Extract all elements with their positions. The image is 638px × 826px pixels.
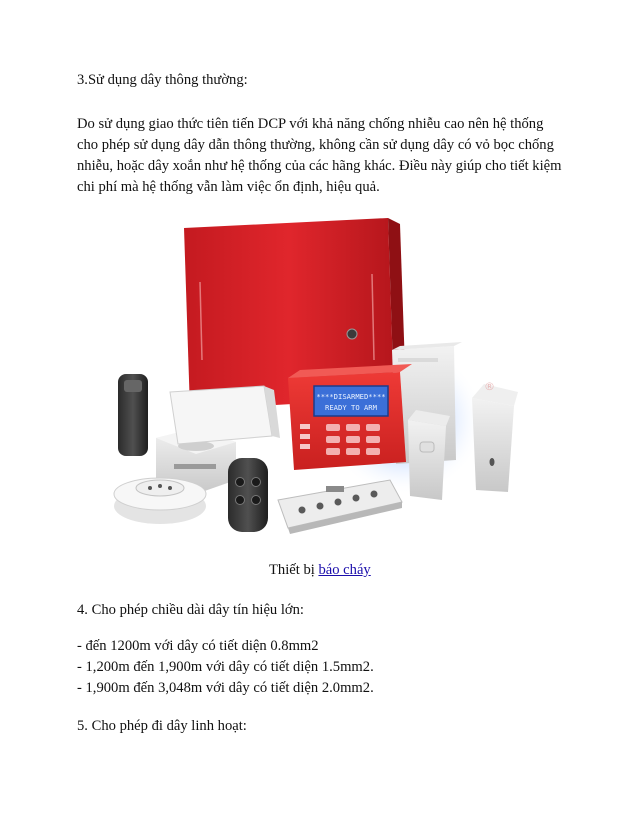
section3-line-1: Do sử dụng giao thức tiên tiến DCP với khả năng chống nhiễu cao nên hệ thống	[77, 116, 544, 132]
section3-line-2: cho phép sử dụng dây dẫn thông thường, không cần sử dụng dây có vỏ bọc chống	[77, 137, 554, 153]
lock-icon	[347, 329, 357, 339]
smoke-detector	[114, 478, 206, 524]
section3-line-4: chi phí mà hệ thống vẫn làm việc ổn định, hiệu quả.	[77, 179, 380, 195]
figure-caption	[269, 560, 371, 580]
section4-item-3: - 1,900m đến 3,048m với dây có tiết diện 2.0mm2.	[77, 680, 374, 696]
keypad-lcd-line2: READY TO ARM	[325, 403, 377, 412]
fire-alarm-devices-photo	[104, 210, 536, 542]
key-fob	[228, 458, 268, 532]
keypad-lcd-line1: ****DISARMED****	[316, 392, 386, 401]
registered-mark: ®	[484, 380, 495, 393]
fire-alarm-link[interactable]: báo cháy	[318, 562, 371, 578]
card-reader	[118, 374, 148, 456]
section4-item-1: - đến 1200m với dây có tiết diện 0.8mm2	[77, 638, 319, 654]
signal-module	[278, 480, 402, 534]
white-module	[170, 386, 280, 444]
section5-heading: 5. Cho phép đi dây linh hoạt:	[77, 718, 247, 734]
caption-prefix: Thiết bị	[269, 562, 319, 578]
section3-heading: 3.Sử dụng dây thông thường:	[77, 72, 248, 88]
motion-detector-small	[408, 410, 450, 500]
keypad	[288, 364, 412, 470]
section4-item-2: - 1,200m đến 1,900m với dây có tiết diện 1.5mm2.	[77, 659, 374, 675]
section4-heading: 4. Cho phép chiều dài dây tín hiệu lớn:	[77, 602, 304, 618]
section3-line-3: nhiễu, hoặc dây xoắn như hệ thống của các hãng khác. Điều này giúp cho tiết kiệm	[77, 158, 562, 174]
motion-detector-large	[472, 384, 518, 492]
